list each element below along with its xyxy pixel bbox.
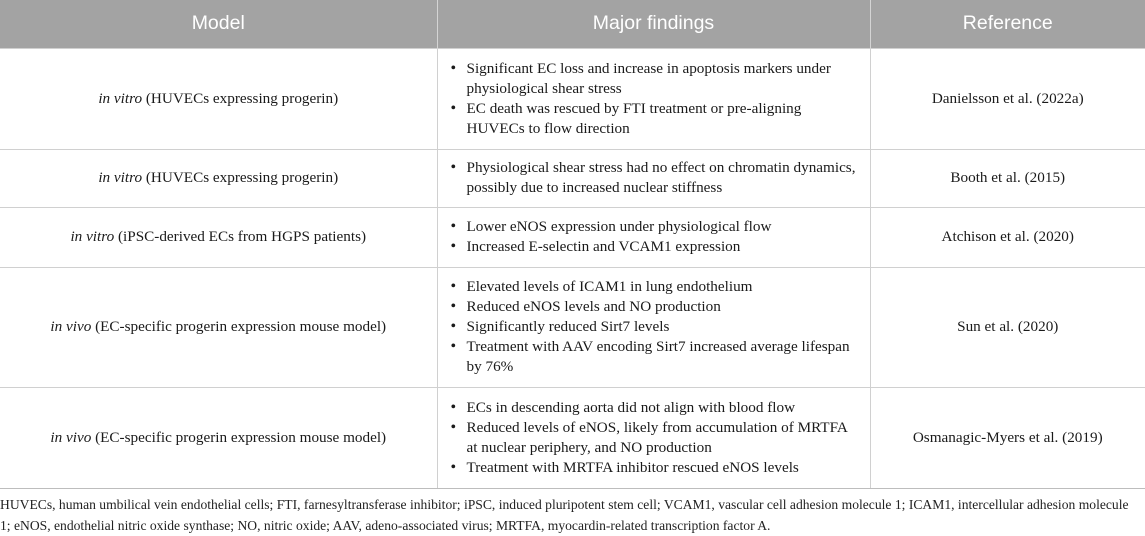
finding-item: • Physiological shear stress had no effect on chromatin dynamics, possibly due to increased nuclear stiffness [451,158,860,198]
finding-item: • Treatment with MRTFA inhibitor rescued eNOS levels [451,458,860,478]
model-type: in vivo [50,428,92,446]
header-model: Model [191,12,245,35]
table-row [0,387,1145,488]
finding-item: • Lower eNOS expression under physiological flow [451,217,860,237]
finding-item: • Significant EC loss and increase in apoptosis markers under physiological shear stress [451,59,860,99]
model-description: (EC-specific progerin expression mouse model) [91,428,387,446]
table-header-row [0,0,1145,48]
model-cell [0,48,437,149]
model-description: (EC-specific progerin expression mouse model) [91,318,387,335]
header-findings: Major findings [437,0,870,48]
findings-list [451,398,860,478]
model-cell [0,149,437,207]
reference-cell: Sun et al. (2020) [870,267,1145,387]
findings-cell [437,48,870,149]
findings-list [451,158,860,198]
model-type: in vitro [98,169,143,186]
findings-cell [437,149,870,207]
finding-item: • EC death was rescued by FTI treatment or pre-aligning HUVECs to flow direction [451,99,860,139]
finding-item: • Reduced eNOS levels and NO production [451,297,860,317]
finding-item: • Treatment with AAV encoding Sirt7 increased average lifespan by 76% [451,337,860,377]
model-type: in vitro [98,89,143,107]
reference-cell: Atchison et al. (2020) [870,207,1145,267]
model-cell [0,207,437,267]
model-cell [0,387,437,488]
finding-item: • Increased E-selectin and VCAM1 expression [451,237,860,257]
findings-cell [437,267,870,387]
table-footnote: HUVECs, human umbilical vein endothelial cells; FTI, farnesyltransferase inhibitor; iPSC, induced pluripotent stem cell; VCAM1, vascular cell adhesion molecule 1; ICAM1, intercellular adhesion molecule 1; eNOS, endothelial nitric oxide synthase; NO, nitric oxide; AAV, adeno-associated virus; MRTFA, myocardin-related transcription factor A. [0,497,1129,533]
model-type: in vivo [50,318,92,335]
findings-list [451,217,860,257]
model-cell [0,267,437,387]
table-row [0,267,1145,387]
reference-cell: Booth et al. (2015) [870,149,1145,207]
table-row [0,207,1145,267]
findings-cell [437,387,870,488]
reference-cell: Osmanagic-Myers et al. (2019) [870,387,1145,488]
findings-list [451,59,860,139]
table-row [0,48,1145,149]
header-reference: Reference [870,0,1145,48]
finding-item: • Elevated levels of ICAM1 in lung endothelium [451,277,860,297]
model-description: (HUVECs expressing progerin) [142,169,339,186]
finding-item: • ECs in descending aorta did not align with blood flow [451,398,860,418]
findings-cell [437,207,870,267]
finding-item: • Reduced levels of eNOS, likely from accumulation of MRTFA at nuclear periphery, and NO production [451,418,860,458]
findings-list [451,277,860,377]
model-type: in vitro [70,228,115,245]
model-description: (HUVECs expressing progerin) [142,89,339,107]
model-description: (iPSC-derived ECs from HGPS patients) [114,228,367,245]
finding-item: • Significantly reduced Sirt7 levels [451,317,860,337]
table-row [0,149,1145,207]
reference-cell: Danielsson et al. (2022a) [870,48,1145,149]
